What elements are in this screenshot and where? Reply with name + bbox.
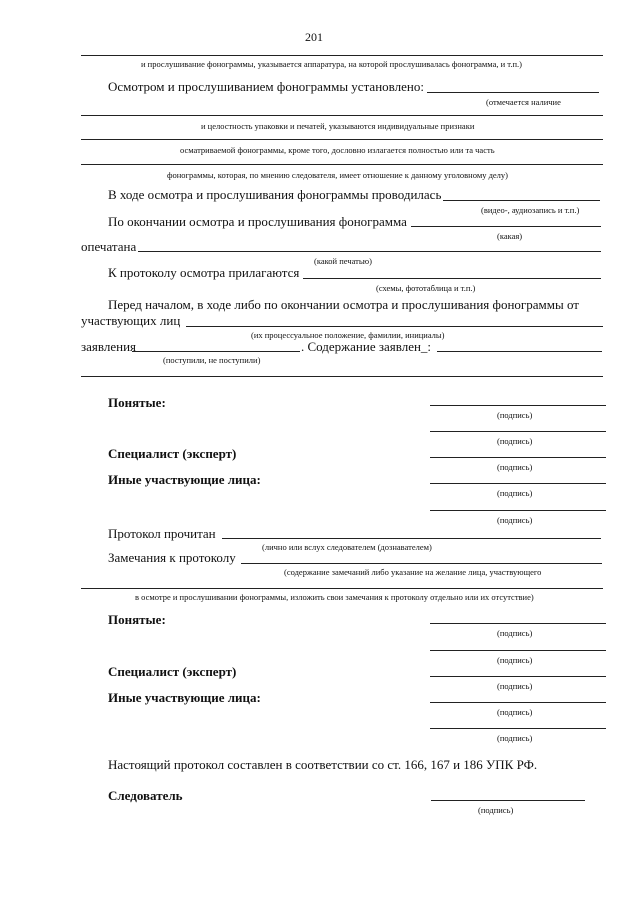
others-label-2: Иные участвующие лица: — [108, 690, 261, 705]
page-number: 201 — [305, 30, 323, 44]
participants-line-1: Перед началом, в ходе либо по окончании осмотра и прослушивания фонограммы от — [108, 297, 579, 312]
specialist-signature-2[interactable] — [430, 676, 606, 677]
specialist-signature[interactable] — [430, 457, 606, 458]
hint-schemes: (схемы, фототаблица и т.п.) — [376, 283, 476, 293]
remarks-label: Замечания к протоколу — [108, 550, 236, 565]
hint-apparatus: и прослушивание фонограммы, указывается аппаратура, на которой прослушивалась фонограмма, и т.п.) — [141, 59, 523, 69]
signature-hint: (подпись) — [497, 733, 533, 743]
specialist-label-2: Специалист (эксперт) — [108, 664, 237, 679]
hint-read: (лично или вслух следователем (дознавателем) — [262, 542, 432, 552]
hint-remarks-2: в осмотре и прослушивании фонограммы, изложить свои замечания к протоколу отдельно или их отсутствие) — [135, 592, 534, 602]
recording-field[interactable] — [443, 200, 600, 201]
investigator-signature[interactable] — [431, 800, 585, 801]
witness-1-signature[interactable] — [430, 405, 606, 406]
signature-hint: (подпись) — [497, 515, 533, 525]
hint-remarks: (содержание замечаний либо указание на желание лица, участвующего — [284, 567, 542, 577]
hint-procedural: (их процессуальное положение, фамилии, инициалы) — [251, 330, 445, 340]
witness-2-signature[interactable] — [430, 431, 606, 432]
protocol-read-field[interactable] — [222, 538, 601, 539]
fill-line-top — [81, 55, 603, 56]
sealed-label: опечатана — [81, 239, 137, 254]
established-label: Осмотром и прослушиванием фонограммы установлено: — [108, 79, 424, 94]
other-1-signature-2[interactable] — [430, 702, 606, 703]
after-label: По окончании осмотра и прослушивания фонограмма — [108, 214, 407, 229]
remarks-line[interactable] — [81, 588, 603, 589]
other-1-signature[interactable] — [430, 483, 606, 484]
specialist-label: Специалист (эксперт) — [108, 446, 237, 461]
hint-which: (какая) — [497, 231, 523, 241]
participants-field[interactable] — [186, 326, 603, 327]
hint-recording: (видео-, аудиозапись и т.п.) — [481, 205, 580, 215]
statements-content-field[interactable] — [437, 351, 602, 352]
signature-hint: (подпись) — [497, 681, 533, 691]
hint-seal: (какой печатью) — [314, 256, 372, 266]
established-field[interactable] — [427, 92, 599, 93]
fill-line-3[interactable] — [81, 164, 603, 165]
footer-text: Настоящий протокол составлен в соответствии со ст. 166, 167 и 186 УПК РФ. — [108, 757, 538, 772]
witness-1-signature-2[interactable] — [430, 623, 606, 624]
statements-field[interactable] — [132, 351, 300, 352]
hint-received: (поступили, не поступили) — [163, 355, 261, 365]
signature-hint: (подпись) — [497, 707, 533, 717]
signature-hint: (подпись) — [497, 488, 533, 498]
signature-hint: (подпись) — [497, 655, 533, 665]
remarks-field[interactable] — [241, 563, 602, 564]
statements-label: заявления — [81, 339, 137, 354]
participants-line-2: участвующих лиц — [81, 313, 181, 328]
fill-line-1[interactable] — [81, 115, 603, 116]
after-field[interactable] — [411, 226, 601, 227]
witnesses-label-2: Понятые: — [108, 612, 166, 627]
other-2-signature-2[interactable] — [430, 728, 606, 729]
signature-hint: (подпись) — [497, 410, 533, 420]
hint-integrity: и целостность упаковки и печатей, указываются индивидуальные признаки — [201, 121, 475, 131]
hint-relation: фонограммы, которая, по мнению следователя, имеет отношение к данному уголовному делу) — [167, 170, 508, 180]
recording-label: В ходе осмотра и прослушивания фонограммы проводилась — [108, 187, 442, 202]
witness-2-signature-2[interactable] — [430, 650, 606, 651]
sealed-field[interactable] — [138, 251, 601, 252]
witnesses-label: Понятые: — [108, 395, 166, 410]
hint-noted-presence: (отмечается наличие — [486, 97, 561, 107]
fill-line-2[interactable] — [81, 139, 603, 140]
statements-line[interactable] — [81, 376, 603, 377]
signature-hint: (подпись) — [478, 805, 514, 815]
signature-hint: (подпись) — [497, 462, 533, 472]
attached-label: К протоколу осмотра прилагаются — [108, 265, 300, 280]
hint-examined: осматриваемой фонограммы, кроме того, дословно излагается полностью или та часть — [180, 145, 495, 155]
others-label: Иные участвующие лица: — [108, 472, 261, 487]
statements-content-label: . Содержание заявлен_: — [301, 339, 432, 354]
protocol-read-label: Протокол прочитан — [108, 526, 216, 541]
signature-hint: (подпись) — [497, 628, 533, 638]
signature-hint: (подпись) — [497, 436, 533, 446]
investigator-label: Следователь — [108, 788, 183, 803]
attached-field[interactable] — [303, 278, 601, 279]
other-2-signature[interactable] — [430, 510, 606, 511]
